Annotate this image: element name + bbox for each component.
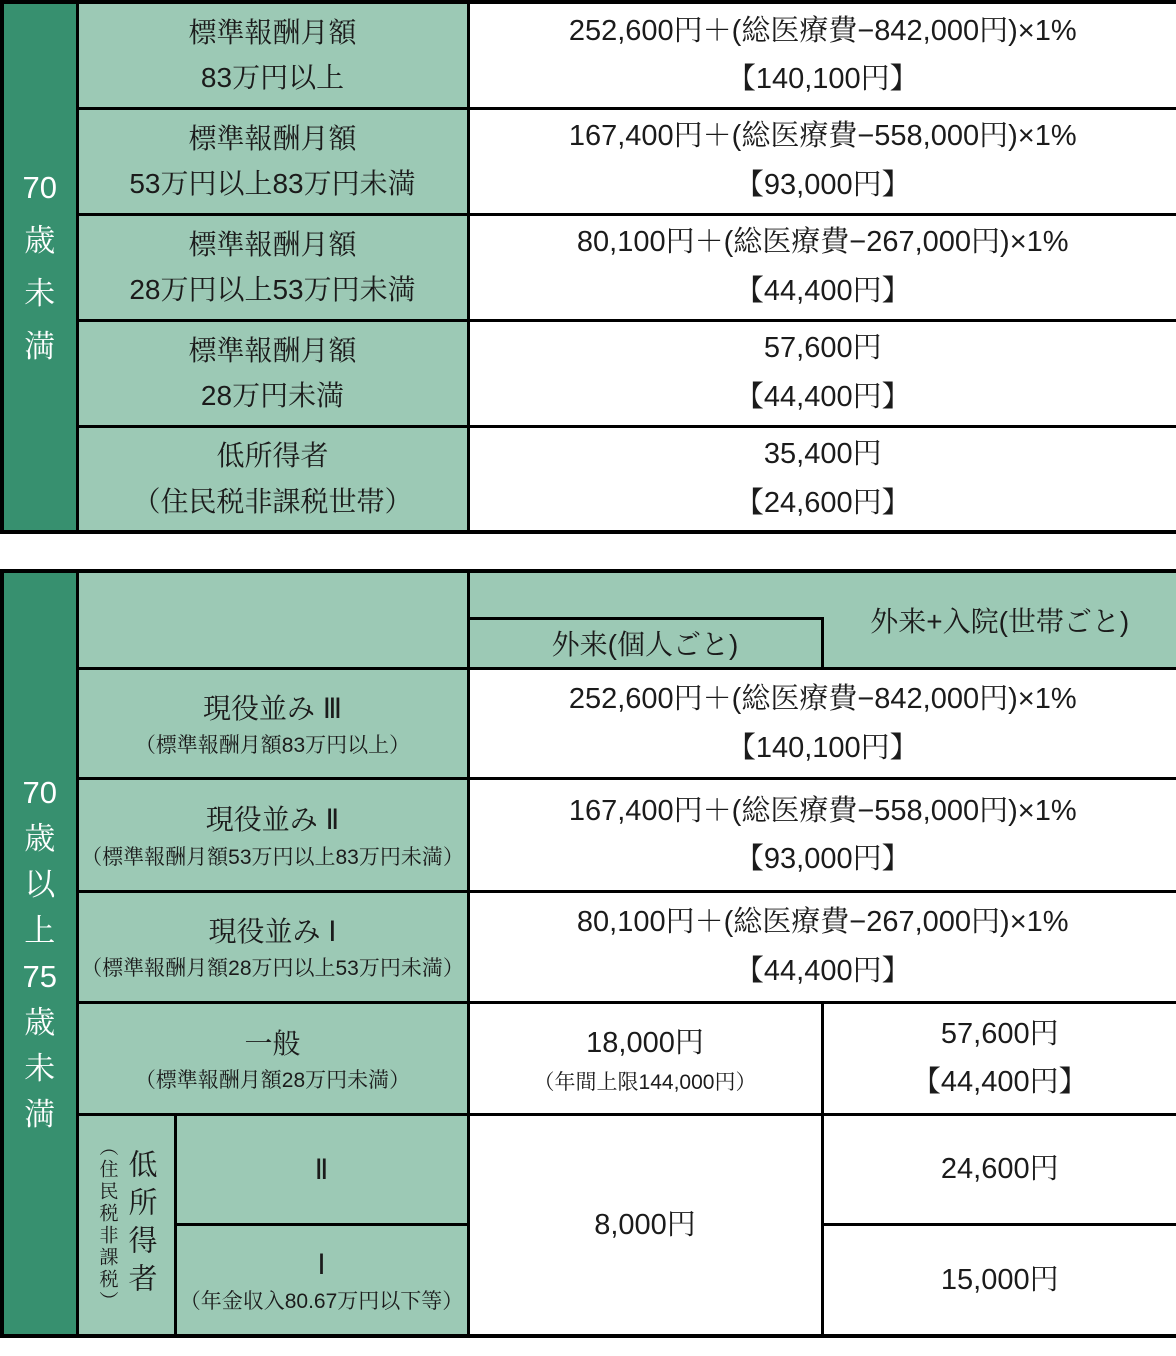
limit-amount-cell [468,779,1176,892]
low-income-group-cell [77,1115,175,1336]
income-category-cell [77,320,468,426]
income-category-line2: （標準報酬月額28万円未満） [134,1068,411,1092]
income-category-line2: （住民税非課税世帯） [132,485,413,517]
income-category-line2: （標準報酬月額83万円以上） [134,734,411,758]
income-category-line2: 53万円以上83万円未満 [129,168,416,199]
table-spacer [0,534,1176,569]
limit-formula: 80,100円＋(総医療費−267,000円)×1% [576,226,1069,259]
income-category-line1: 現役並み Ⅲ [202,692,343,724]
limit-multi-occurrence: 【93,000円】 [734,169,911,201]
70-to-75-limits-table [0,569,1176,1338]
income-category-line2: （標準報酬月額53万円以上83万円未満） [81,845,464,869]
limit-formula: 167,400円＋(総医療費−558,000円)×1% [568,120,1077,153]
limit-formula: 80,100円＋(総医療費−267,000円)×1% [576,906,1069,939]
limit-amount-cell [468,892,1176,1003]
low-income-tier1-label [175,1224,468,1336]
income-category-line1: 現役並み Ⅰ [208,915,337,947]
income-category-line2: 28万円未満 [200,380,345,411]
age-char: 70 [22,775,57,810]
income-category-cell [77,2,468,108]
limit-formula: 252,600円＋(総医療費−842,000円)×1% [568,682,1077,715]
income-category-cell [77,892,468,1003]
outpatient-limit-amount: 18,000円 [586,1026,704,1059]
income-category-line2: 28万円以上53万円未満 [129,274,416,305]
income-category-line1: 低所得者 [216,440,329,472]
resident-tax-exempt-vertical-label: （住民税非課税） [96,1137,118,1314]
age-char: 歳 [24,223,56,258]
income-category-line2: 83万円以上 [200,62,345,94]
limit-multi-occurrence: 【44,400円】 [734,275,911,307]
limit-amount-cell [468,668,1176,779]
limit-formula: 35,400円 [763,438,882,471]
income-category-line1: 標準報酬月額 [188,228,357,260]
low-income-vertical-labels [79,1116,174,1334]
low-income-outpatient-cell [468,1115,822,1336]
age-char: 70 [22,170,57,205]
income-category-line1: 標準報酬月額 [188,16,357,48]
age-char: 歳 [24,1005,56,1040]
income-category-cell-general [77,1002,468,1115]
low-income-tier2-label [175,1115,468,1225]
age-char: 満 [24,1097,56,1132]
limit-amount-cell [468,108,1176,214]
limit-amount-cell [468,2,1176,108]
tier1-roman-numeral: Ⅰ [317,1249,326,1281]
tier1-pension-note: （年金収入80.67万円以下等） [179,1290,464,1314]
limit-amount-cell [468,320,1176,426]
income-category-line1: 一般 [244,1027,301,1059]
header-blank-cell [77,571,468,668]
age-char: 満 [24,329,56,364]
tier1-household-cell [822,1224,1176,1336]
income-category-line1: 現役並み Ⅱ [205,804,340,836]
limit-multi-occurrence: 【93,000円】 [734,843,911,876]
age-char: 未 [24,1051,56,1086]
limit-amount-cell [468,426,1176,532]
age-band-70-75-vertical-text [4,573,76,1334]
income-category-cell [77,214,468,320]
age-char: 歳 [24,821,56,856]
income-category-cell [77,668,468,779]
age-char: 未 [24,276,56,311]
tier2-household-cell [822,1115,1176,1225]
tier2-roman-numeral: Ⅱ [314,1153,329,1185]
limit-multi-occurrence: 【44,400円】 [734,954,911,987]
outpatient-limit-cell [468,1002,822,1115]
age-char: 75 [22,959,57,994]
income-category-cell [77,108,468,214]
income-category-line1: 標準報酬月額 [188,122,357,154]
household-limit-cell [822,1002,1176,1115]
limit-multi-occurrence: 【140,100円】 [726,731,919,764]
limit-formula: 252,600円＋(総医療費−842,000円)×1% [568,14,1077,47]
tier1-household-amount: 15,000円 [940,1263,1059,1296]
income-category-cell [77,426,468,532]
age-char: 以 [24,867,56,902]
outpatient-column-header [470,617,824,667]
income-category-line2: （標準報酬月額28万円以上53万円未満） [81,957,464,981]
limit-formula: 57,600円 [763,332,882,365]
household-limit-multi: 【44,400円】 [911,1066,1088,1099]
column-headers-cell [468,571,1176,668]
low-income-outpatient-amount: 8,000円 [594,1208,696,1241]
age-band-70-75 [2,571,77,1336]
low-income-vertical-label: 低所得者 [124,1149,157,1302]
household-limit-amount: 57,600円 [940,1017,1059,1050]
outpatient-plus-inpatient-column-header: 外来+入院(世帯ごと) [870,605,1130,637]
outpatient-column-header-text: 外来(個人ごと) [551,629,739,661]
tier2-household-amount: 24,600円 [940,1153,1059,1186]
limit-formula: 167,400円＋(総医療費−558,000円)×1% [568,794,1077,827]
age-char: 上 [24,913,56,948]
limit-multi-occurrence: 【24,600円】 [734,486,911,519]
under-70-limits-table [0,0,1176,534]
limit-amount-cell [468,214,1176,320]
limit-multi-occurrence: 【44,400円】 [734,381,911,413]
income-category-cell [77,779,468,892]
age-band-under-70 [2,2,77,532]
limit-multi-occurrence: 【140,100円】 [726,63,919,96]
outpatient-annual-cap: （年間上限144,000円） [533,1070,757,1094]
age-band-under-70-vertical-text [4,172,76,362]
income-category-line1: 標準報酬月額 [188,334,357,366]
